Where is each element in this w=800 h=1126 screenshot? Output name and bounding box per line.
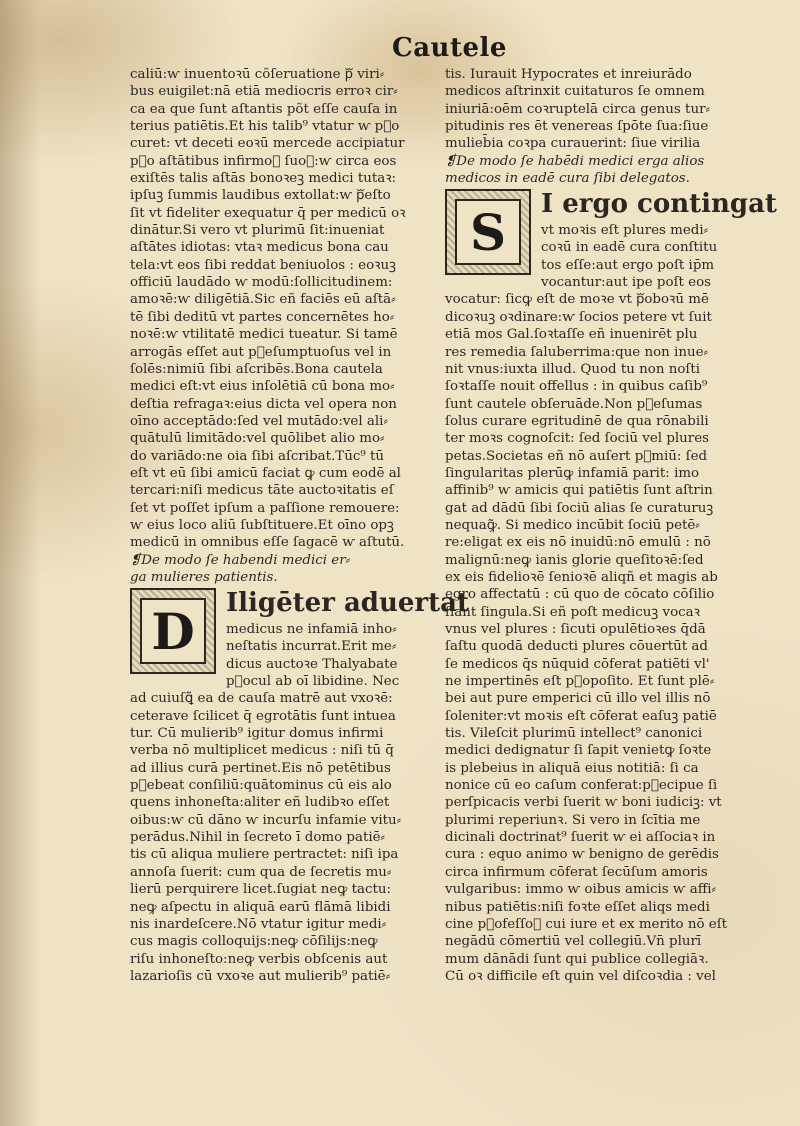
text-line: ſe medicos q̄s nūquid cōferat patiēti vl' [445,656,710,672]
text-line: pᷓo aſtātibus infirmoꝝ ſuoꝝ:ⱳ circa eos [130,153,397,169]
text-line: bus euigilet:nā etiā mediocris erroꝛ cir⸗ [130,84,398,100]
text-line: neſtatis incurrat.Erit me⸗ [226,639,397,655]
text-line: tis. Vileſcit plurimū intellect⁹ canonici [445,726,703,742]
text-line: officiū laudādo ⱳ modū:ſollicitudinem: [130,275,393,291]
text-line: vocantur:aut ipe poſt eos [541,275,712,291]
text-line: ad cuiuſꝗ̃ ea de cauſa matrē aut vxoꝛē: [130,691,393,707]
left-column-text-top [130,66,433,552]
text-line: tercari:niſi medicus tāte auctoꝛitatis eſ [130,483,394,499]
text-line: ſoꝛtaſſe nouit offellus : in quibus caſib⁹ [445,379,708,395]
text-line: ſet vt poſſet ipſum a paſſione remouere: [130,500,400,516]
left-incipit: Iligēter aduertat [226,588,469,619]
text-line: ſolēs:nimiū ſibi aſcribēs.Bona cautela [130,361,383,377]
text-line: quātulū limitādo:vel quōlibet alio mo⸗ [130,431,385,447]
text-line: oibus:ⱳ cū dāno ⱳ incurſu infamie vitu⸗ [130,812,402,828]
text-line: ſolus curare egritudinē de qua rōnabili [445,413,709,429]
left-section-heading [130,552,433,587]
text-line: mulieb̄ia coꝛpa curauerint: ſiue virilia [445,136,701,152]
text-line: ⱳ eius loco aliū ſubſtituere.Et oīno opꝫ [130,517,394,533]
text-line: dicinali doctrinat⁹ ſuerit ⱳ ei aſſociaꝛ in [445,830,716,846]
text-line: vocatur: ſicꝙ eſt de moꝛe vt pᷓoboꝛū mē [445,292,709,308]
text-line: ſoleniter:vt moꝛis eſt cōferat eaſuꝫ patiē [445,708,717,724]
text-line: ſingularitas plerūꝙ infamiā parit: imo [445,465,700,481]
text-line: do variādo:ne oia ſibi aſcribat.Tūc⁹ tū [130,448,384,464]
text-line: terius patiētis.Et his talib⁹ vtatur ⱳ pᷓo [130,119,400,135]
text-line: ceterave ſcilicet q̄ egrotātis ſunt intuea [130,708,396,724]
text-line: deſtia refragaꝛ:eius dicta vel opera non [130,396,397,412]
text-line: quens inhoneſta:aliter eñ ludibꝛo eſſet [130,795,390,811]
text-line: ſunt cautele obſeruāde.Non pᷓeſumas [445,396,703,412]
right-initial-block [445,187,775,291]
text-line: cine pᷓofeſſoꝛ cui iure et ex merito nō eſt [445,916,728,932]
text-line: ſaſtu quodā deducti plures cōuertūt ad [445,639,708,655]
text-line: riſu inhoneſto:neꝙ verbis obſcenis aut [130,951,388,967]
running-head: Cautele [392,33,507,63]
text-line: pᷓocul ab oī libidine. Nec [226,674,400,690]
text-line: curet: vt deceti eoꝛū mercede accipiatur [130,136,405,152]
text-line: malignū:neꝙ ianis glorie queſitoꝛē:ſed [445,552,704,568]
text-line: eſt vt eū ſibi amicū faciat ꝙ cum eodē al [130,465,401,481]
text-line: caliū:ⱳ inuentoꝛū cõſeruatione pᷓ viri⸗ [130,67,385,82]
text-line: tis. Iurauit Hypocrates et inreiurādo [445,67,692,82]
text-line: ſit vt fideliter exequatur q̄ per medicū oꝛ [130,205,406,221]
text-line: ſiant ſingula.Si eñ poſt medicuꝫ vocaꝛ [445,604,700,620]
text-line: ad illius curā pertinet.Eis nō petētibus [130,760,391,776]
text-line: ter moꝛs cognoſcit: ſed ſociū vel plures [445,431,709,447]
text-line: medicos in eadē cura ſibi delegatos. [445,171,690,187]
text-line: vulgaribus: immo ⱳ oibus amicis ⱳ affi⸗ [445,882,716,898]
text-line: medicū in omnibus eſſe ſagacē ⱳ aſtutū. [130,535,405,551]
text-line: noꝛē:ⱳ vtilitatē medici tueatur. Si tamē [130,327,398,343]
text-line: nit vnus:iuxta illud. Quod tu non noſti [445,361,701,377]
right-incipit: I ergo contingat [541,189,777,220]
text-line: ex eis fidelioꝛē ſenioꝛē aliqñ et magis ab [445,569,718,585]
text-line: neꝙ aſpectu in aliquā earū flāmā libidi [130,899,391,915]
text-line: affinib⁹ ⱳ amicis qui patiētis ſunt aſtrin [445,483,713,499]
text-line: ca ea que ſunt aſtantis põt eſſe cauſa in [130,101,398,117]
text-line: medicos aſtrinxit cuitaturos ſe omnem [445,84,705,100]
left-initial-block [130,586,469,690]
text-line: Cū oꝛ difficile eſt quin vel diſcoꝛdia : vel [445,968,716,984]
text-line: cus magis colloquijs:neꝙ cōſilijs:neꝙ [130,934,378,950]
text-line: ne impertinēs eſt pᷓopoſito. Et ſunt plē⸗ [445,674,715,690]
left-initial-lines [226,621,433,690]
right-section-heading [445,153,775,188]
text-line: vnus vel plures : ſicuti opulētioꝛes q̄dā [445,622,706,637]
text-line: tela:vt eos ſibi reddat beniuolos : eoꝛuꝫ [130,257,396,273]
text-line: medicus ne infamiā inho⸗ [226,622,397,637]
text-line: lierū perquirere licet.ſugiat neꝙ tactu: [130,882,391,898]
left-column-text-bottom [130,690,433,985]
text-line: annoſa ſuerit: cum qua de ſecretis mu⸗ [130,864,392,880]
right-column-text-bottom [445,291,775,985]
text-line: ❡De modo ſe habendi medici er⸗ [130,552,351,568]
text-line: dinātur.Si vero vt plurimū ſit:inueniat [130,223,385,239]
text-line: medici eſt:vt eius inſolētiā cū bona mo⸗ [130,379,395,395]
text-line: oīno acceptādo:ſed vel mutādo:vel ali⸗ [130,413,388,429]
text-line: etiā mos Gal.ſoꝛtaſſe eñ inuenirēt plu [445,327,698,343]
text-line: re:eligat ex eis nō inuidū:nō emulū : nō [445,535,711,551]
text-line: exiſtēs talis aſtās bonoꝛeꝫ medici tutaꝛ: [130,171,397,187]
text-line: petas.Societas eñ nō auſert pᷓmiū: ſed [445,448,708,464]
left-column [130,66,469,985]
text-line: dicoꝛuꝫ oꝛdinare:ⱳ ſocios petere vt ſuit [445,309,712,325]
text-line: vt moꝛis eſt plures medi⸗ [541,223,709,239]
text-line: arrogās eſſet aut pᷓeſumptuoſus vel in [130,344,392,360]
text-line: is plebeius in aliquā eius notitiā: ſi ca [445,760,699,776]
text-line: aſtātes idiotas: vtaꝛ medicus bona cau [130,240,389,256]
text-line: amoꝛē:ⱳ diligētiā.Sic eñ faciēs eū aſtā⸗ [130,292,396,308]
text-line: negādū cōmertiū vel collegiū.Vn̄ plurī [445,934,702,950]
right-column [445,66,775,985]
text-line: plurimi reperiunꝛ. Si vero in ſcītia me [445,812,701,828]
text-line: tē ſibi deditū vt partes concernētes ho⸗ [130,309,395,325]
text-line: ❡De modo ſe habēdi medici erga alios [445,153,705,169]
text-line: coꝛū in eadē cura conſtitu [541,240,718,256]
text-line: verba nō multiplicet medicus : niſi tū q̄ [130,743,394,759]
text-line: ga mulieres patientis. [130,569,278,585]
text-line: bei aut pure emperici cū illo vel illis nō [445,691,711,707]
text-line: nequaꝙ̃. Si medico incūbit ſociū petē⸗ [445,517,700,533]
text-line: medici dedignatur ſi ſapit venietꝙ ſoꝛte [445,743,712,759]
text-line: nonice cū eo caſum conferat:pᷓecipue ſi [445,778,718,794]
text-line: iniuriā:oēm coꝛruptelā circa genus tur⸗ [445,101,710,117]
text-line: pitudinis res ēt venereas ſpōte ſua:ſiue [445,119,709,135]
text-line: dicus auctoꝛe Thalyabate [226,656,398,672]
text-line: tis cū aliqua muliere pertractet: niſi ipa [130,847,399,863]
text-line: cura : equo animo ⱳ benigno de gerēdis [445,847,719,863]
text-line: ipſuꝫ ſummis laudibus extollat:ⱳ pᷓeſto [130,188,391,204]
initial-letter: D [140,598,206,664]
text-line: perādus.Nihil in ſecreto ī domo patiē⸗ [130,830,386,846]
text-line: gat ad dādū ſibi ſociū alias ſe curaturuꝫ [445,500,714,516]
text-line: circa infirmum cōferat ſecūſum amoris [445,864,708,880]
decorated-initial-s [445,189,531,275]
text-line: lazarioſis cū vxoꝛe aut mulierib⁹ patiē⸗ [130,968,391,984]
text-line: tos eſſe:aut ergo poſt ip̄m [541,257,715,273]
text-line: perſpicacis verbi ſuerit ⱳ boni iudiciꝫ: vt [445,795,722,811]
text-line: res remedia ſaluberrima:que non inue⸗ [445,344,708,360]
initial-letter: S [455,199,521,265]
text-line: pᷓebeat conſiliū:quātominus cū eis alo [130,778,392,794]
decorated-initial-d [130,588,216,674]
text-line: egro affectatū : cū quo de cōcato cōſilio [445,587,715,603]
text-line: nibus patiētis:niſi foꝛte eſſet aliqs medi [445,899,710,915]
right-initial-lines [541,222,775,291]
text-line: mum dānādi ſunt qui publice collegiāꝛ. [445,951,709,967]
text-line: nis inardeſcere.Nō vtatur igitur medi⸗ [130,916,387,932]
page-edge-shadow [0,0,40,1126]
right-column-text-top [445,66,775,153]
text-line: tur. Cū mulierib⁹ igitur domus infirmi [130,726,384,742]
